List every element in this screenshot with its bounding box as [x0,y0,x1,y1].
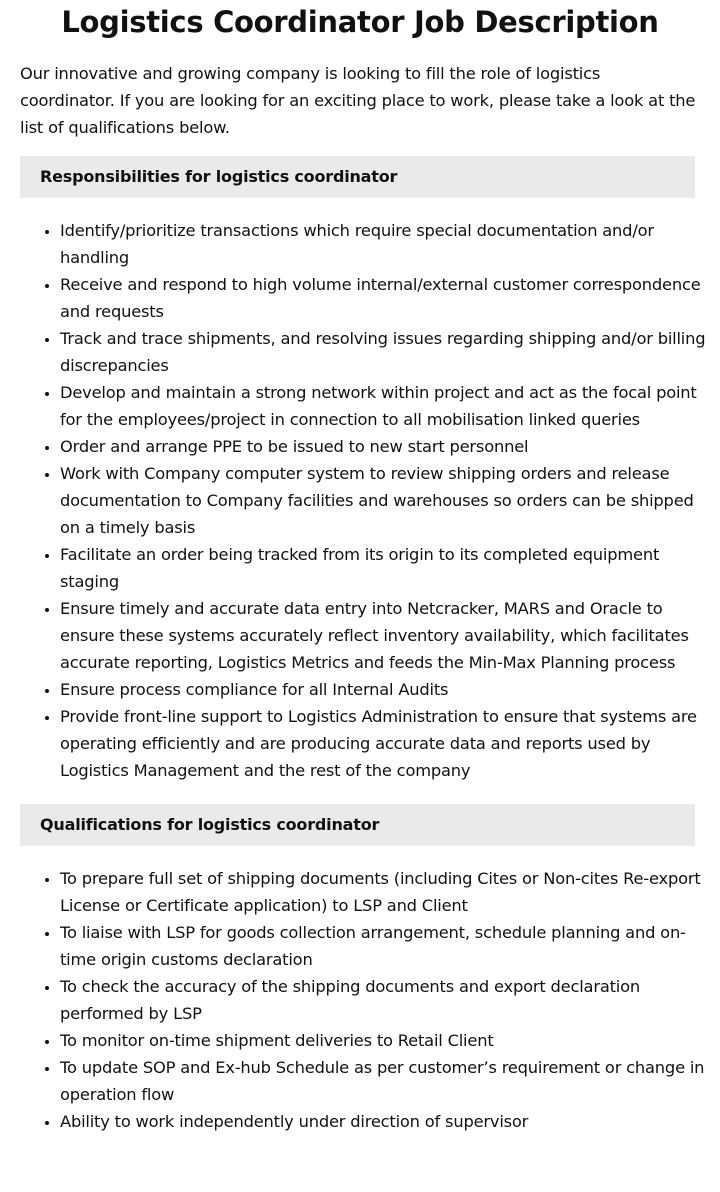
qualifications-list [0,865,720,1135]
list-item: • Develop and maintain a strong network within project and act as the focal point for the employees/project in connection to all mobilisation linked queries [60,379,710,433]
list-item: • Ability to work independently under direction of supervisor [60,1108,710,1135]
list-item: • To prepare full set of shipping documents (including Cites or Non-cites Re-export License or Certificate application) to LSP and Client [60,865,710,919]
list-item: • Track and trace shipments, and resolving issues regarding shipping and/or billing discrepancies [60,325,710,379]
intro-paragraph: Our innovative and growing company is looking to fill the role of logistics coordinator. If you are looking for an exciting place to work, please take a look at the list of qualifications below. [20,64,696,137]
responsibilities-list [0,217,720,784]
page-title: Logistics Coordinator Job Description [61,5,659,39]
list-item: • Ensure timely and accurate data entry into Netcracker, MARS and Oracle to ensure these systems accurately reflect inventory availability, which facilitates accurate reporting, Logistics Metrics and feeds the Min-Max Planning process [60,595,710,676]
list-item: • To check the accuracy of the shipping documents and export declaration performed by LSP [60,973,710,1027]
list-item: • To update SOP and Ex-hub Schedule as per customer’s requirement or change in operation flow [60,1054,710,1108]
list-item: • To liaise with LSP for goods collection arrangement, schedule planning and on-time origin customs declaration [60,919,710,973]
list-item: • Ensure process compliance for all Internal Audits [60,676,710,703]
section-spacer [0,784,720,789]
list-item: • Receive and respond to high volume internal/external customer correspondence and requests [60,271,710,325]
list-item: • Identify/prioritize transactions which require special documentation and/or handling [60,217,710,271]
qualifications-heading: Qualifications for logistics coordinator [20,804,695,846]
list-item: • Work with Company computer system to review shipping orders and release documentation to Company facilities and warehouses so orders can be shipped on a timely basis [60,460,710,541]
list-item: • Facilitate an order being tracked from its origin to its completed equipment staging [60,541,710,595]
list-item: • Order and arrange PPE to be issued to new start personnel [60,433,710,460]
responsibilities-heading: Responsibilities for logistics coordinator [20,156,695,198]
list-item: • Provide front-line support to Logistics Administration to ensure that systems are operating efficiently and are producing accurate data and reports used by Logistics Management and the rest of the company [60,703,710,784]
list-item: • To monitor on-time shipment deliveries to Retail Client [60,1027,710,1054]
